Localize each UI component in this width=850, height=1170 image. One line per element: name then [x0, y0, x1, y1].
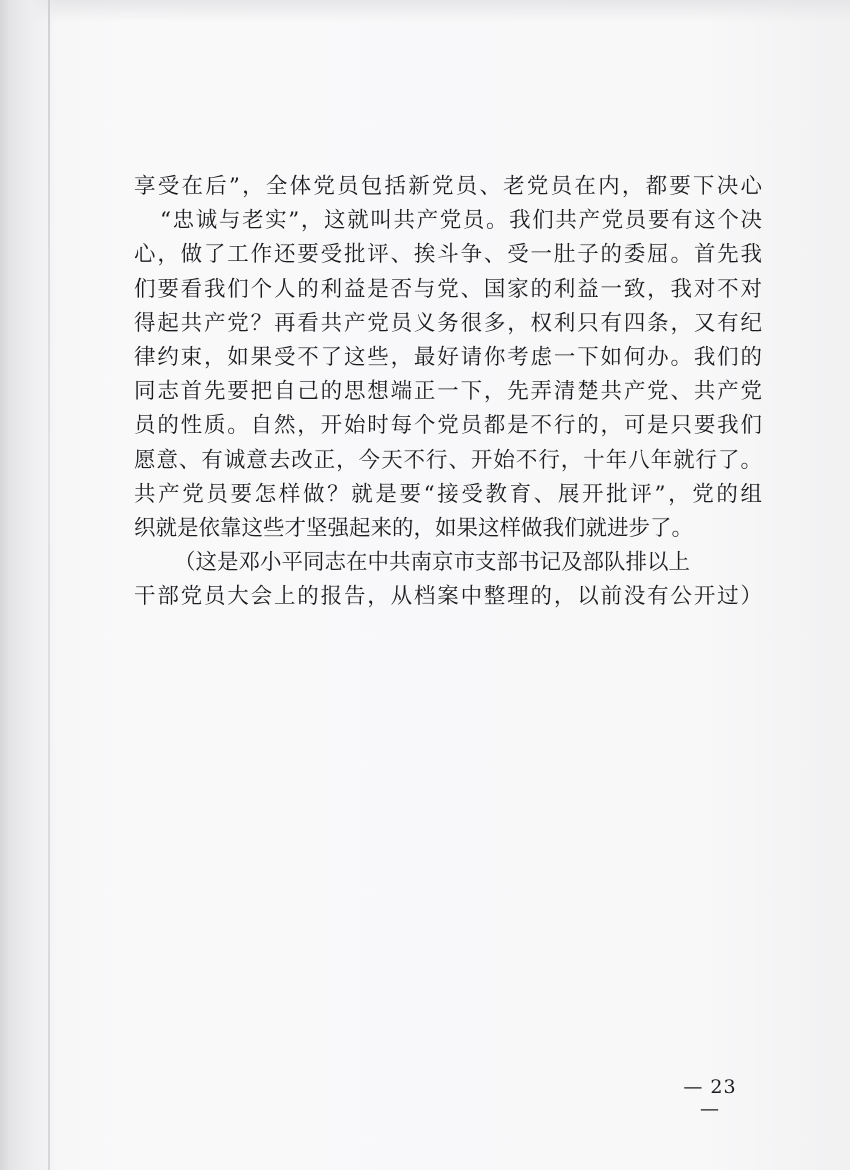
paragraph-line-4: 们要看我们个人的利益是否与党、国家的利益一致，我对不对: [134, 276, 762, 302]
paragraph-line-2: “忠诚与老实”，这就叫共产党员。我们共产党员要有这个决: [160, 208, 762, 234]
paragraph-line-10: 共产党员要怎样做？就是要“接受教育、展开批评”，党的组: [134, 481, 762, 507]
paragraph-line-1: 享受在后”，全体党员包括新党员、老党员在内，都要下决心: [134, 174, 762, 199]
document-body: [134, 170, 762, 614]
scan-top-shadow: [0, 0, 850, 22]
source-note-line-1: （这是邓小平同志在中共南京市支部书记及部队排以上: [174, 550, 691, 576]
paragraph-line-11: 织就是依靠这些才坚强起来的，如果这样做我们就进步了。: [134, 515, 694, 541]
book-spine-edge: [48, 0, 50, 1170]
source-note-line-2: 干部党员大会上的报告，从档案中整理的，以前没有公开过）: [134, 584, 762, 610]
paragraph-line-8: 员的性质。自然，开始时每个党员都是不行的，可是只要我们: [134, 413, 762, 439]
paragraph-line-6: 律约束，如果受不了这些，最好请你考虑一下如何办。我们的: [134, 344, 762, 370]
paragraph-line-7: 同志首先要把自己的思想端正一下，先弄清楚共产党、共产党: [134, 379, 762, 405]
paragraph-line-9: 愿意、有诚意去改正，今天不行、开始不行，十年八年就行了。: [134, 447, 762, 473]
paragraph-line-3: 心，做了工作还要受批评、挨斗争、受一肚子的委屈。首先我: [134, 242, 762, 268]
page-number: — 23 —: [683, 1076, 737, 1120]
paragraph-line-5: 得起共产党？再看共产党员义务很多，权利只有四条，又有纪: [134, 310, 762, 336]
